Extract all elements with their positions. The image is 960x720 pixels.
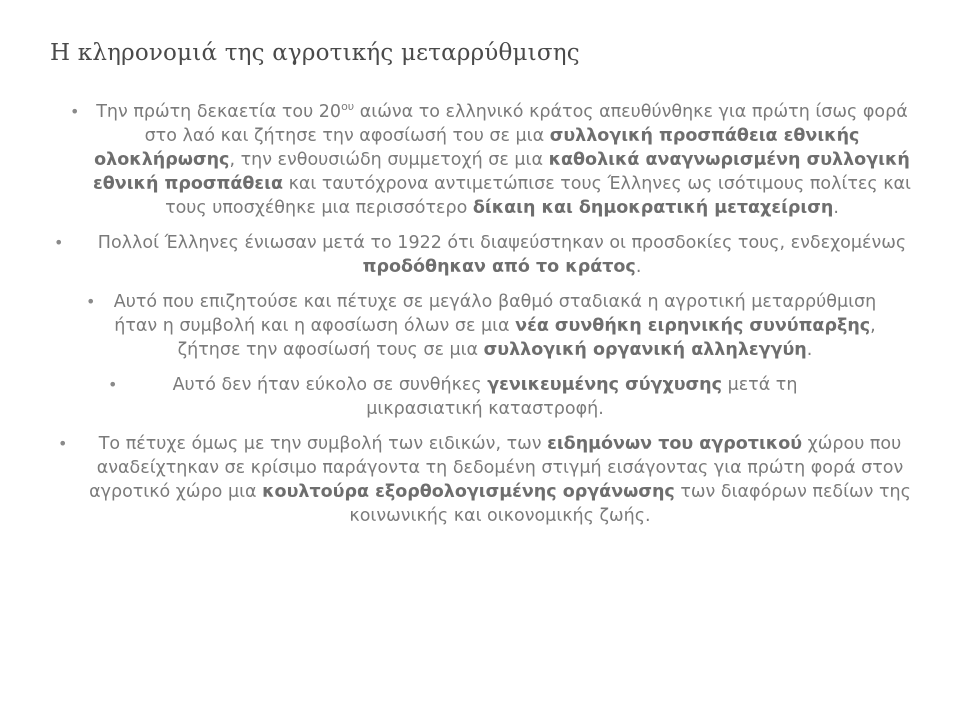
superscript-text: ου [341, 100, 355, 114]
bullet-dot-icon: • [70, 102, 80, 121]
bullet-text: Την πρώτη δεκαετία του $20^{o\upsilon}$ αιώνα το ελληνικό κράτος απευθύνθηκε για πρώτη ίσως φορά στο λαό και ζήτησε την αφοσίωσή του σε μια συλλογική προσπάθεια εθνικής ολοκλήρωσης, την ενθουσιώδη συμμετοχή σε μια καθολικά αναγνωρισμένη συλλογική εθνική προσπάθεια και ταυτόχρονα αντιμετώπισε τους Έλληνες ως ισότιμους πολίτες και τους υποσχέθηκε μια περισσότερο δίκαιη και δημοκρατική μεταχείριση. [93, 100, 911, 218]
bold-phrase: συλλογική προσπάθεια εθνικής ολοκλήρωσης [94, 126, 860, 170]
bullet-text: Αυτό που επιζητούσε και πέτυχε σε μεγάλο βαθμό σταδιακά η αγροτική μεταρρύθμιση ήταν η συμβολή και η αφοσίωση όλων σε μια νέα συνθήκη ειρηνικής συνύπαρξης, ζήτησε την αφοσίωσή τους σε μια συλλογική οργανική αλληλεγγύη. [113, 292, 877, 360]
bold-phrase: καθολικά αναγνωρισμένη συλλογική εθνική προσπάθεια [93, 150, 910, 194]
bullet-item [40, 231, 930, 279]
bullet-dot-icon: • [108, 375, 118, 394]
bullet-dot-icon: • [58, 434, 68, 453]
bullet-text: Αυτό δεν ήταν εύκολο σε συνθήκες γενικευμένης σύγχυσης μετά τη μικρασιατική καταστροφή. [172, 375, 798, 419]
bold-phrase: προδόθηκαν από το κράτος [362, 257, 636, 277]
bullet-item [40, 290, 930, 362]
slide-title: Η κληρονομιά της αγροτικής μεταρρύθμισης [50, 40, 580, 66]
bullet-list [40, 100, 930, 539]
bold-phrase: νέα συνθήκη ειρηνικής συνύπαρξης [515, 316, 871, 336]
bold-phrase: συλλογική οργανική αλληλεγγύη [483, 340, 807, 360]
bold-phrase: γενικευμένης σύγχυσης [487, 375, 723, 395]
bold-phrase: δίκαιη και δημοκρατική μεταχείριση [472, 198, 834, 218]
bold-phrase: ειδημόνων του αγροτικού [547, 434, 803, 454]
bullet-dot-icon: • [86, 292, 96, 311]
bold-phrase: κουλτούρα εξορθολογισμένης οργάνωσης [262, 482, 675, 502]
bullet-dot-icon: • [54, 233, 64, 252]
bullet-item [40, 432, 930, 528]
bullet-item [40, 373, 930, 421]
bullet-text: Πολλοί Έλληνες ένιωσαν μετά το 1922 ότι διαψεύστηκαν οι προσδοκίες τους, ενδεχομένως προδόθηκαν από το κράτος. [97, 233, 907, 277]
bullet-text: Το πέτυχε όμως με την συμβολή των ειδικών, των ειδημόνων του αγροτικού χώρου που αναδείχτηκαν σε κρίσιμο παράγοντα τη δεδομένη στιγμή εισάγοντας για πρώτη φορά στον αγροτικό χώρο μια κουλτούρα εξορθολογισμένης οργάνωσης των διαφόρων πεδίων της κοινωνικής και οικονομικής ζωής. [89, 434, 911, 526]
bullet-item [40, 100, 930, 220]
